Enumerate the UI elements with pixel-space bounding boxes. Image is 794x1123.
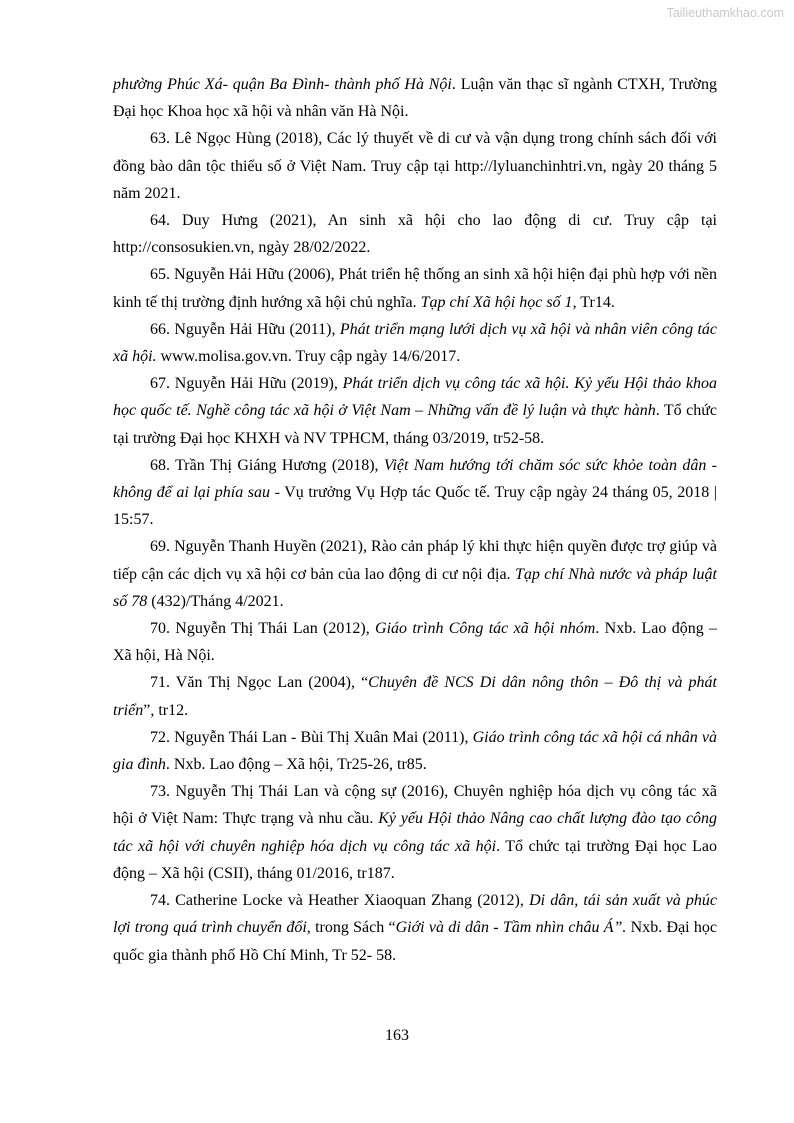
reference-text: . Tổ chức tại trường Đại học Lao động – Xã hội (CSII), tháng 01/2016, tr187. [113, 837, 718, 882]
reference-text: . Nxb. Lao động – Xã hội, Tr25-26, tr85. [165, 756, 427, 774]
reference-text: 73. Nguyễn Thị Thái Lan và cộng sự (2016), Chuyên nghiệp hóa dịch vụ công tác xã hội ở Việt Nam: Thực trạng và nhu cầu. [113, 783, 717, 828]
reference-item [113, 724, 717, 778]
reference-italic-text: Giới và di dân - Tầm nhìn châu Á”. [395, 919, 627, 937]
reference-text: , Tr14. [572, 293, 615, 311]
reference-text: 70. Nguyễn Thị Thái Lan (2012), [150, 620, 376, 638]
reference-item [113, 125, 717, 207]
reference-item [113, 261, 717, 315]
watermark: Tailieuthamkhao.com [666, 6, 784, 20]
reference-text: , trong Sách “ [306, 919, 396, 937]
reference-italic-text: Phát triển dịch vụ công tác xã hội. Kỷ yếu Hội thảo khoa học quốc tế. Nghề công tác xã hội ở Việt Nam – Những vấn đề lý luận và thực hành [113, 375, 717, 420]
reference-text: 74. Catherine Locke và Heather Xiaoquan Zhang (2012), [150, 892, 530, 910]
reference-text: . Nxb. Lao động – Xã hội, Hà Nội. [113, 620, 717, 665]
reference-text: 66. Nguyễn Hải Hữu (2011), [150, 320, 340, 338]
reference-list [113, 71, 717, 969]
reference-text: 68. Trần Thị Giáng Hương (2018), [150, 456, 384, 474]
reference-italic-text: Di dân, tái sản xuất và phúc lợi trong quá trình chuyển đổi [113, 892, 717, 937]
reference-text: . Tổ chức tại trường Đại học KHXH và NV TPHCM, tháng 03/2019, tr52-58. [113, 402, 718, 447]
reference-text: www.molisa.gov.vn. Truy cập ngày 14/6/2017. [156, 348, 461, 366]
reference-text: 71. Văn Thị Ngọc Lan (2004), “ [150, 674, 369, 692]
reference-italic-text: Phát triển mạng lưới dịch vụ xã hội và nhân viên công tác xã hội. [113, 320, 717, 366]
reference-item [113, 452, 717, 534]
reference-text: Nxb. Đại học quốc gia thành phố Hồ Chí Minh, Tr 52- 58. [113, 919, 717, 964]
reference-item [113, 615, 717, 669]
reference-item [113, 207, 717, 261]
reference-item [113, 669, 717, 723]
reference-text: ”, tr12. [143, 701, 189, 719]
reference-text: 63. Lê Ngọc Hùng (2018), Các lý thuyết về di cư và vận dụng trong chính sách đối với đồng bào dân tộc thiểu số ở Việt Nam. Truy cập tại http://lyluanchinhtri.vn, ngày 20 tháng 5 năm 2021. [113, 130, 717, 202]
reference-italic-text: Giáo trình Công tác xã hội nhóm [375, 620, 596, 638]
reference-text: - Vụ trưởng Vụ Hợp tác Quốc tế. Truy cập ngày 24 tháng 05, 2018 | 15:57. [113, 484, 717, 529]
page-number: 163 [385, 1027, 409, 1044]
reference-text: 65. Nguyễn Hải Hữu (2006), Phát triển hệ thống an sinh xã hội hiện đại phù hợp với nền kinh tế thị trường định hướng xã hội chủ nghĩa. [113, 266, 717, 311]
reference-item [113, 71, 717, 125]
reference-text: 67. Nguyễn Hải Hữu (2019), [150, 375, 343, 393]
reference-text: 72. Nguyễn Thái Lan - Bùi Thị Xuân Mai (2011), [150, 728, 473, 746]
reference-text: . Luận văn thạc sĩ ngành CTXH, Trường Đại học Khoa học xã hội và nhân văn Hà Nội. [113, 76, 717, 121]
reference-italic-text: Chuyên đề NCS Di dân nông thôn – Đô thị và phát triển [113, 674, 717, 719]
reference-italic-text: phường Phúc Xá- quận Ba Đình- thành phố Hà Nội [113, 76, 452, 93]
reference-text: 64. Duy Hưng (2021), An sinh xã hội cho lao động di cư. Truy cập tại http://consosukien.vn, ngày 28/02/2022. [113, 212, 717, 257]
reference-italic-text: Tạp chí Xã hội học số 1 [420, 293, 573, 311]
reference-text: 69. Nguyễn Thanh Huyền (2021), Rào cản pháp lý khi thực hiện quyền được trợ giúp và tiếp cận các dịch vụ xã hội cơ bản của lao động di cư nội địa. [113, 538, 717, 583]
reference-item [113, 316, 717, 370]
reference-item [113, 370, 717, 452]
reference-item [113, 887, 717, 969]
reference-italic-text: Tạp chí Nhà nước và pháp luật số 78 [113, 565, 717, 610]
reference-item [113, 533, 717, 615]
reference-italic-text: Kỷ yếu Hội thảo Nâng cao chất lượng đào tạo công tác xã hội với chuyên nghiệp hóa dịch vụ công tác xã hội [113, 810, 718, 855]
reference-italic-text: Giáo trình công tác xã hội cá nhân và gia đình [113, 728, 718, 774]
reference-italic-text: Việt Nam hướng tới chăm sóc sức khỏe toàn dân - không để ai lại phía sau [113, 456, 717, 502]
reference-item [113, 778, 717, 887]
reference-text: (432)/Tháng 4/2021. [147, 592, 284, 610]
